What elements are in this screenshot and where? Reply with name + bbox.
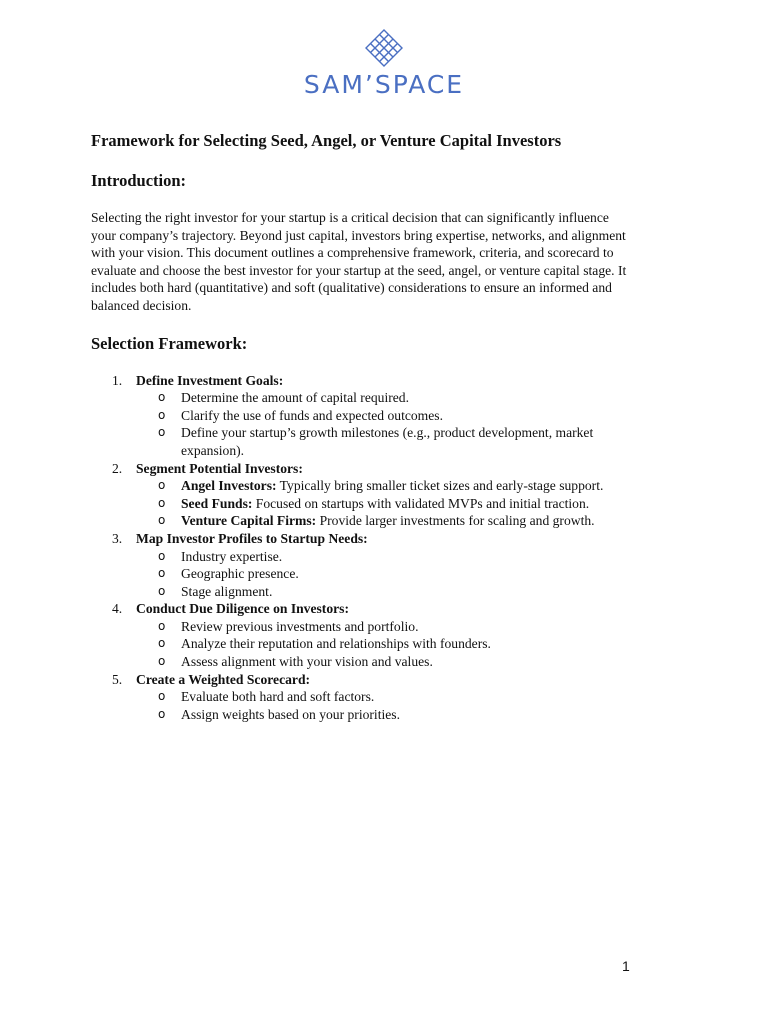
item-text: Assess alignment with your vision and values. [181,654,433,670]
step-title: Conduct Due Diligence on Investors: [136,601,349,617]
list-item [136,548,636,566]
logo-wordmark: SAM’SPACE [303,70,465,99]
page-number: 1 [622,958,630,974]
list-item [136,635,636,653]
step-title: Map Investor Profiles to Startup Needs: [136,530,368,546]
item-text: Clarify the use of funds and expected outcomes. [181,407,443,423]
document-body [91,130,636,723]
framework-step [91,600,636,670]
bullet-o-icon: o [158,566,166,581]
list-item [136,706,636,724]
item-text: Evaluate both hard and soft factors. [181,689,375,705]
framework-step [91,671,636,724]
bullet-o-icon: o [158,548,166,563]
list-item [136,424,636,459]
framework-step [91,460,636,530]
bullet-o-icon: o [158,513,166,528]
framework-steps-list [91,372,636,724]
item-lead: Seed Funds: [181,495,253,511]
list-item [136,512,636,530]
bullet-o-icon: o [158,425,166,440]
step-sub-list [136,477,636,530]
bullet-o-icon: o [158,636,166,651]
step-number: 2. [112,460,123,476]
item-text: Define your startup’s growth milestones (e.g., product development, market expansion). [181,425,594,458]
list-item [136,389,636,407]
step-title: Create a Weighted Scorecard: [136,671,311,687]
framework-step [91,372,636,460]
framework-step [91,530,636,600]
item-text: Analyze their reputation and relationships with founders. [181,636,491,652]
bullet-o-icon: o [158,407,166,422]
bullet-o-icon: o [158,495,166,510]
item-text: Industry expertise. [181,548,283,564]
step-title: Segment Potential Investors: [136,460,303,476]
bullet-o-icon: o [158,689,166,704]
item-text: Stage alignment. [181,583,273,599]
item-text: Focused on startups with validated MVPs and initial traction. [252,495,590,511]
step-sub-list [136,389,636,459]
intro-heading: Introduction: [91,171,187,190]
list-item [136,653,636,671]
item-text: Geographic presence. [181,566,299,582]
bullet-o-icon: o [158,706,166,721]
bullet-o-icon: o [158,583,166,598]
step-sub-list [136,688,636,723]
item-lead: Venture Capital Firms: [181,513,317,529]
step-number: 1. [112,372,123,388]
step-number: 3. [112,530,123,546]
step-sub-list [136,548,636,601]
document-title: Framework for Selecting Seed, Angel, or Venture Capital Investors [91,131,562,150]
intro-paragraph: Selecting the right investor for your startup is a critical decision that can significantly influence your company’s trajectory. Beyond just capital, investors bring expertise, networks, and alignment with your vision. This document outlines a comprehensive framework, criteria, and scorecard to evaluate and choose the best investor for your startup at the seed, angel, or venture capital stage. It includes both hard (quantitative) and soft (qualitative) considerations to ensure an informed and balanced decision. [91,210,627,313]
list-item [136,688,636,706]
list-item [136,618,636,636]
item-text: Review previous investments and portfolio. [181,618,419,634]
item-text: Determine the amount of capital required. [181,390,409,406]
list-item [136,477,636,495]
bullet-o-icon: o [158,654,166,669]
framework-heading: Selection Framework: [91,333,248,353]
item-text: Assign weights based on your priorities. [181,706,400,722]
bullet-o-icon: o [158,618,166,633]
step-sub-list [136,618,636,671]
diamond-lattice-icon [364,28,404,68]
bullet-o-icon: o [158,390,166,405]
list-item [136,565,636,583]
step-number: 4. [112,601,123,617]
item-text: Provide larger investments for scaling and growth. [316,513,595,529]
bullet-o-icon: o [158,478,166,493]
company-logo [0,28,768,99]
list-item [136,407,636,425]
item-lead: Angel Investors: [181,478,277,494]
step-title: Define Investment Goals: [136,372,284,388]
list-item [136,495,636,513]
list-item [136,583,636,601]
step-number: 5. [112,671,123,687]
item-text: Typically bring smaller ticket sizes and early-stage support. [276,478,604,494]
